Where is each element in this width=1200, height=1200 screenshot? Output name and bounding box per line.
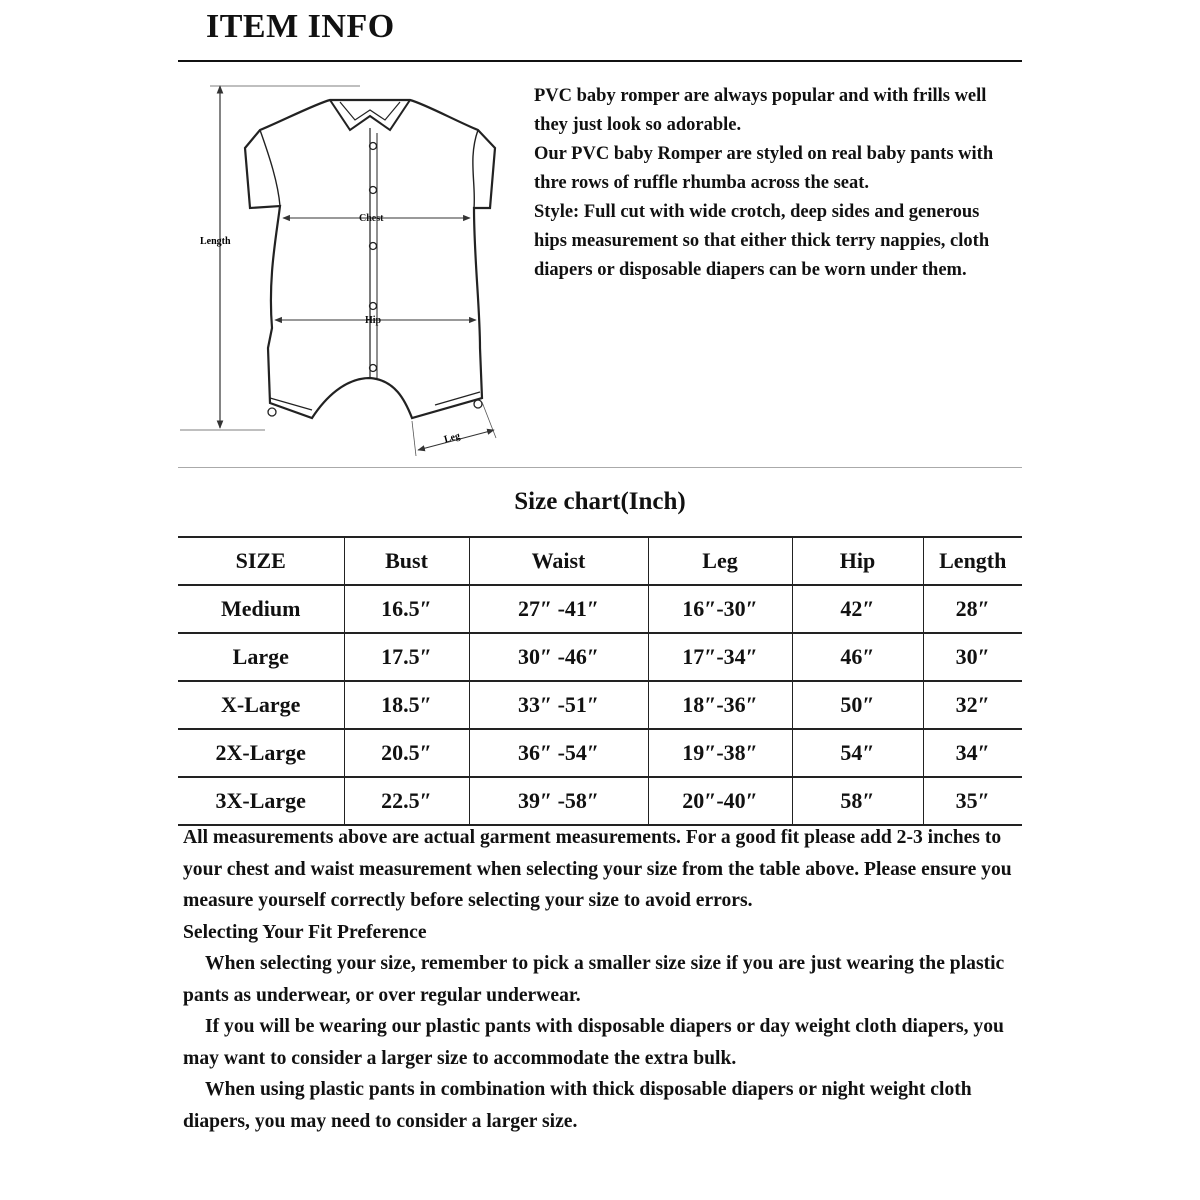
table-cell: 20″-40″ [648, 777, 792, 825]
notes-heading: Selecting Your Fit Preference [183, 921, 427, 943]
table-cell: 54″ [792, 729, 923, 777]
sizing-notes [183, 822, 1028, 1137]
table-row [178, 633, 1022, 681]
column-header: Length [923, 537, 1022, 585]
table-cell: 16″-30″ [648, 585, 792, 633]
table-cell: 27″ -41″ [469, 585, 648, 633]
size-chart-title: Size chart(Inch) [514, 488, 686, 515]
column-header: Bust [344, 537, 469, 585]
table-cell: 32″ [923, 681, 1022, 729]
romper-diagram [180, 78, 520, 463]
table-cell: X-Large [221, 692, 301, 717]
table-cell: 18″-36″ [648, 681, 792, 729]
table-cell: 58″ [792, 777, 923, 825]
table-row [178, 585, 1022, 633]
table-cell: 18.5″ [344, 681, 469, 729]
product-description [534, 82, 1014, 285]
table-cell: 2X-Large [215, 740, 306, 765]
table-cell: 36″ -54″ [469, 729, 648, 777]
length-label: Length [200, 236, 231, 247]
table-cell: 3X-Large [215, 788, 306, 813]
table-header-row [178, 537, 1022, 585]
page-title: ITEM INFO [206, 8, 395, 45]
column-header: Waist [469, 537, 648, 585]
table-row [178, 681, 1022, 729]
table-row [178, 729, 1022, 777]
size-chart-table [178, 536, 1022, 826]
table-cell: 50″ [792, 681, 923, 729]
table-cell: Medium [221, 596, 301, 621]
table-cell: 46″ [792, 633, 923, 681]
description-paragraph: Style: Full cut with wide crotch, deep sides and generous hips measurement so that either thick terry nappies, cloth diapers or disposable diapers can be worn under them. [534, 202, 990, 280]
table-cell: 17.5″ [344, 633, 469, 681]
table-cell: 30″ [923, 633, 1022, 681]
table-row [178, 777, 1022, 825]
table-cell: 22.5″ [344, 777, 469, 825]
table-cell: 33″ -51″ [469, 681, 648, 729]
table-cell: 42″ [792, 585, 923, 633]
table-cell: 39″ -58″ [469, 777, 648, 825]
column-header: Leg [648, 537, 792, 585]
table-cell: Large [232, 644, 289, 669]
notes-paragraph: If you will be wearing our plastic pants with disposable diapers or day weight cloth diapers, you may want to consider a larger size to accommodate the extra bulk. [183, 1016, 1004, 1069]
title-divider [178, 60, 1022, 62]
table-cell: 16.5″ [344, 585, 469, 633]
hip-label: Hip [365, 315, 382, 326]
table-cell: 20.5″ [344, 729, 469, 777]
notes-paragraph: All measurements above are actual garment measurements. For a good fit please add 2-3 inches to your chest and waist measurement when selecting your size from the table above. Please ensure you measure yourself correctly before selecting your size to avoid errors. [183, 827, 1012, 911]
table-cell: 19″-38″ [648, 729, 792, 777]
column-header: Hip [792, 537, 923, 585]
description-paragraph: Our PVC baby Romper are styled on real baby pants with thre rows of ruffle rhumba across the seat. [534, 144, 994, 193]
section-divider [178, 467, 1022, 468]
chest-label: Chest [359, 213, 384, 224]
column-header: SIZE [235, 548, 286, 573]
notes-paragraph: When selecting your size, remember to pick a smaller size size if you are just wearing the plastic pants as underwear, or over regular underwear. [183, 953, 1005, 1006]
table-cell: 28″ [923, 585, 1022, 633]
table-cell: 35″ [923, 777, 1022, 825]
table-cell: 30″ -46″ [469, 633, 648, 681]
leg-label: Leg [442, 430, 462, 446]
table-cell: 34″ [923, 729, 1022, 777]
table-cell: 17″-34″ [648, 633, 792, 681]
notes-paragraph: When using plastic pants in combination with thick disposable diapers or night weight cloth diapers, you may need to consider a larger size. [183, 1079, 972, 1132]
description-paragraph: PVC baby romper are always popular and with frills well they just look so adorable. [534, 86, 987, 135]
